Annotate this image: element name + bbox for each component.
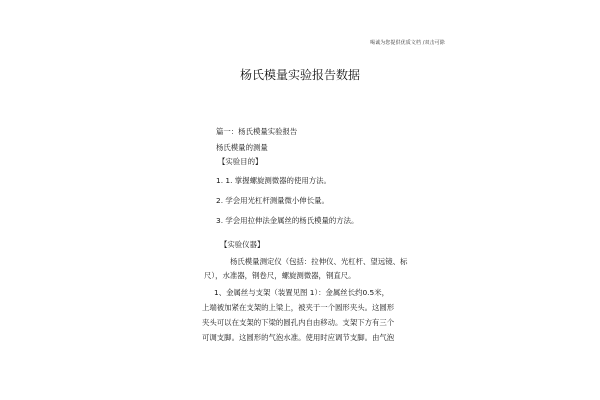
apparatus-line-1: 杨氏模量测定仪（包括：拉伸仪、光杠杆、望远镜、标: [230, 257, 408, 266]
chapter-heading: 篇一：杨氏模量实验报告: [216, 127, 298, 136]
description-line-1: 1、金属丝与支架（装置见图 1）：金属丝长约0.5米，: [214, 288, 390, 297]
description-line-4: 可调支脚。这圆形的气泡水准。使用时应调节支脚。由气泡: [202, 333, 395, 342]
purpose-item-3: 3. 学会用拉伸法金属丝的杨氏模量的方法。: [216, 216, 359, 225]
purpose-item-2: 2. 学会用光杠杆测量微小伸长量。: [216, 196, 329, 205]
description-line-3: 夹头可以在支架的下梁的圆孔内自由移动。支架下方有三个: [202, 318, 395, 327]
section-subheading: 杨氏模量的测量: [216, 143, 268, 152]
apparatus-heading: 【实验仪器】: [220, 240, 265, 249]
document-title: 杨氏模量实验报告数据: [239, 68, 360, 82]
description-line-2: 上端被加紧在支架的上梁上，被夹于一个圆形夹头。这圆形: [202, 303, 395, 312]
apparatus-line-2: 尺），水准器，钢卷尺，螺旋测微器，钢直尺。: [204, 271, 356, 280]
purpose-item-1: 1. 1. 掌握螺旋测微器的使用方法。: [216, 176, 331, 185]
header-note: 喝诚为您提供优质文档 /双击可除: [370, 40, 445, 46]
purpose-heading: 【实验目的】: [218, 157, 263, 166]
